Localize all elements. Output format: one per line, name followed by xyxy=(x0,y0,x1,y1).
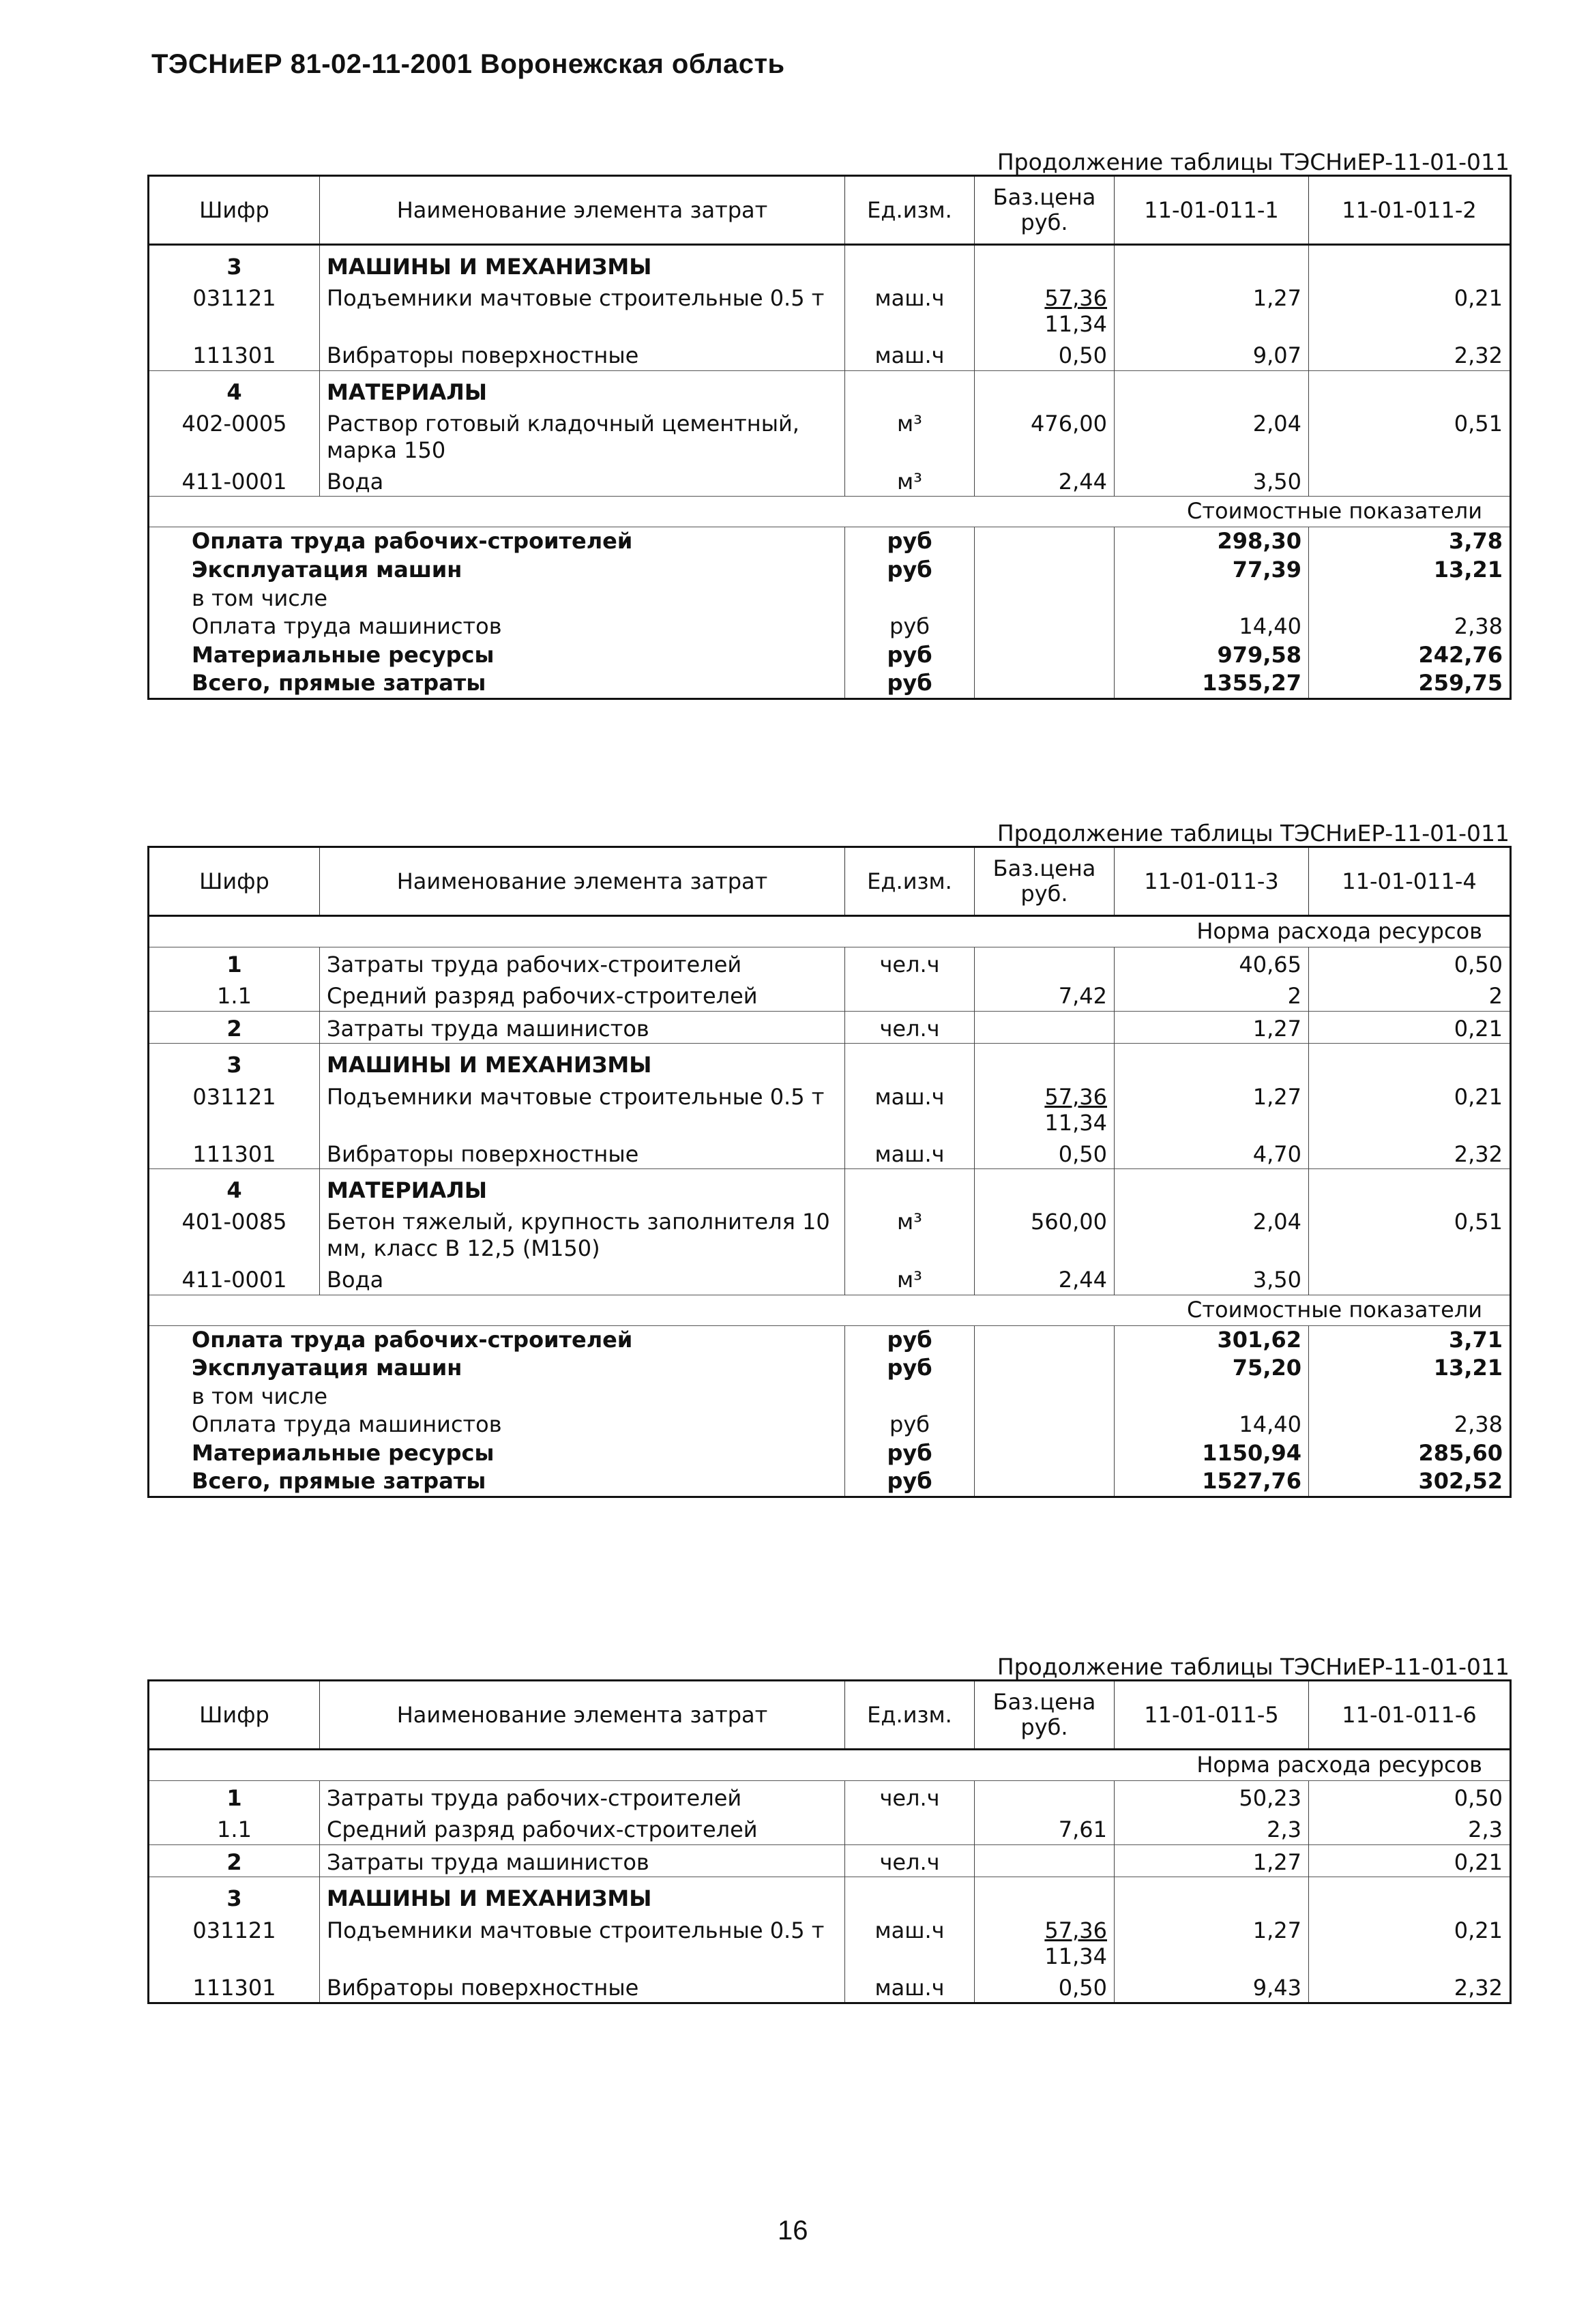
cell-norm-1: 50,23 xyxy=(1115,1781,1309,1813)
cell-name: Затраты труда машинистов xyxy=(320,1844,845,1877)
cell-code: 3 xyxy=(149,1877,320,1913)
cell-name: МАШИНЫ И МЕХАНИЗМЫ xyxy=(320,1044,845,1080)
table-row xyxy=(149,245,1511,282)
cell-code: 4 xyxy=(149,1168,320,1205)
cost-label: Оплата труда рабочих-строителей xyxy=(149,527,845,556)
cell-norm-2: 0,21 xyxy=(1309,1844,1511,1877)
cell-unit: маш.ч xyxy=(845,1971,975,2003)
cost-value-1 xyxy=(1115,1383,1309,1411)
cost-label: Материальные ресурсы xyxy=(149,1439,845,1468)
norm-band: Норма расхода ресурсов xyxy=(149,916,1511,947)
cell-norm-2: 2 xyxy=(1488,983,1503,1010)
price-value: 57,36 xyxy=(1044,285,1107,312)
cost-value-2 xyxy=(1309,1383,1511,1411)
cost-empty xyxy=(975,1439,1115,1468)
col-header-name: Наименование элемента затрат xyxy=(320,847,845,916)
cell-price xyxy=(975,1011,1115,1043)
cost-band xyxy=(149,1295,1511,1325)
cell-price: 0,50 xyxy=(975,338,1115,370)
table-row xyxy=(149,1263,1511,1295)
cell-name: Вибраторы поверхностные xyxy=(320,1137,845,1169)
cell-norm-2 xyxy=(1309,1263,1511,1295)
cell-name: Вибраторы поверхностные xyxy=(320,1971,845,2003)
col-header-norm-2: 11-01-011-4 xyxy=(1309,847,1511,916)
cell-name: МАШИНЫ И МЕХАНИЗМЫ xyxy=(320,1877,845,1913)
page-header: ТЭСНиЕР 81-02-11-2001 Воронежская область xyxy=(151,49,785,79)
col-header-price: Баз.цена руб. xyxy=(975,1681,1115,1750)
cell-code: 401-0085 xyxy=(149,1205,320,1263)
cost-empty xyxy=(975,556,1115,585)
col-header-norm-2: 11-01-011-6 xyxy=(1309,1681,1511,1750)
cell-code: 031121 xyxy=(149,1080,320,1137)
cell-norm-2: 0,50 xyxy=(1454,1785,1503,1811)
cost-unit xyxy=(845,1383,975,1411)
table-row xyxy=(149,1877,1511,1913)
cost-value-2: 3,71 xyxy=(1449,1326,1503,1353)
cost-row xyxy=(149,1439,1511,1468)
cell-price: 7,61 xyxy=(975,1812,1115,1844)
cell-price xyxy=(975,1781,1115,1813)
cell-norm-2: 2,32 xyxy=(1454,1141,1503,1167)
page-number: 16 xyxy=(778,2216,808,2246)
cell-unit: чел.ч xyxy=(845,1011,975,1043)
cost-value-1: 298,30 xyxy=(1115,527,1309,556)
price-value-2: 11,34 xyxy=(1044,1109,1107,1136)
table3 xyxy=(147,1679,1512,2004)
cell-norm-1: 40,65 xyxy=(1115,947,1309,980)
cell-norm-2: 2,3 xyxy=(1468,1816,1503,1843)
cell-norm-1: 1,27 xyxy=(1115,1913,1309,1971)
cell-norm-1: 3,50 xyxy=(1115,465,1309,497)
price-value-2: 11,34 xyxy=(1044,311,1107,338)
cell-code: 3 xyxy=(149,1044,320,1080)
cell-price: 0,50 xyxy=(975,1971,1115,2003)
table-row xyxy=(149,407,1511,465)
cost-label: Оплата труда рабочих-строителей xyxy=(149,1325,845,1354)
cell-code: 411-0001 xyxy=(149,1263,320,1295)
cell-unit xyxy=(845,370,975,407)
cost-empty xyxy=(975,1383,1115,1411)
col-header-code: Шифр xyxy=(149,1681,320,1750)
table-row xyxy=(149,1812,1511,1844)
table2 xyxy=(147,846,1512,1498)
cell-norm-1: 1,27 xyxy=(1115,1011,1309,1043)
table2-caption: Продолжение таблицы ТЭСНиЕР-11-01-011 xyxy=(997,820,1510,847)
cell-unit xyxy=(845,245,975,282)
table-row xyxy=(149,1781,1511,1813)
col-header-code: Шифр xyxy=(149,176,320,245)
cell-unit: чел.ч xyxy=(845,1781,975,1813)
cell-name: МАТЕРИАЛЫ xyxy=(320,370,845,407)
cell-price: 0,50 xyxy=(975,1137,1115,1169)
cell-code: 1.1 xyxy=(149,979,320,1011)
cell-code: 1 xyxy=(149,947,320,980)
cell-price xyxy=(975,245,1115,282)
table-row xyxy=(149,1844,1511,1877)
cell-unit: маш.ч xyxy=(845,1913,975,1971)
cost-unit: руб xyxy=(845,556,975,585)
cell-norm-2: 2,32 xyxy=(1454,342,1503,369)
cell-name: Средний разряд рабочих-строителей xyxy=(320,1812,845,1844)
cost-unit: руб xyxy=(845,641,975,670)
cell-code: 111301 xyxy=(149,1971,320,2003)
cell-code: 411-0001 xyxy=(149,465,320,497)
cell-norm-1 xyxy=(1115,370,1309,407)
cost-empty xyxy=(975,1411,1115,1439)
col-header-norm-1: 11-01-011-1 xyxy=(1115,176,1309,245)
cell-norm-1: 4,70 xyxy=(1115,1137,1309,1169)
cell-unit: маш.ч xyxy=(845,338,975,370)
cost-unit: руб xyxy=(845,1467,975,1497)
cost-value-2: 2,38 xyxy=(1454,613,1503,640)
cost-empty xyxy=(975,585,1115,613)
cell-name: Затраты труда рабочих-строителей xyxy=(320,1781,845,1813)
cell-norm-2: 0,21 xyxy=(1309,1011,1511,1043)
cell-price xyxy=(975,1913,1115,1971)
cell-norm-2 xyxy=(1309,1044,1511,1080)
cell-code: 3 xyxy=(149,245,320,282)
norm-band: Норма расхода ресурсов xyxy=(149,1750,1511,1781)
cost-row xyxy=(149,641,1511,670)
cost-empty xyxy=(975,1325,1115,1354)
table1-header-row xyxy=(149,176,1511,245)
cell-code: 2 xyxy=(149,1011,320,1043)
cell-norm-2: 0,21 xyxy=(1454,1917,1503,1943)
table-row xyxy=(149,1168,1511,1205)
cost-value-2: 2,38 xyxy=(1454,1411,1503,1438)
cell-unit: маш.ч xyxy=(845,1137,975,1169)
cost-label: в том числе xyxy=(149,1383,845,1411)
cost-empty xyxy=(975,527,1115,556)
cost-unit: руб xyxy=(845,1439,975,1468)
cell-norm-1: 2,3 xyxy=(1115,1812,1309,1844)
cell-norm-1: 1,27 xyxy=(1115,1844,1309,1877)
cost-value-2: 285,60 xyxy=(1418,1439,1503,1466)
cell-unit xyxy=(845,1044,975,1080)
cost-value-1: 14,40 xyxy=(1115,1411,1309,1439)
cost-label: Оплата труда машинистов xyxy=(149,1411,845,1439)
cell-norm-1: 3,50 xyxy=(1115,1263,1309,1295)
cost-unit xyxy=(845,585,975,613)
cost-label: Оплата труда машинистов xyxy=(149,613,845,641)
cost-row xyxy=(149,1325,1511,1354)
cell-norm-1 xyxy=(1115,1877,1309,1913)
col-header-unit: Ед.изм. xyxy=(845,176,975,245)
cost-unit: руб xyxy=(845,1354,975,1383)
table-row xyxy=(149,465,1511,497)
cell-unit: м³ xyxy=(845,1263,975,1295)
cost-label: Всего, прямые затраты xyxy=(149,669,845,698)
table3-header-row xyxy=(149,1681,1511,1750)
col-header-price: Баз.цена руб. xyxy=(975,176,1115,245)
cost-empty xyxy=(975,669,1115,698)
cost-value-1 xyxy=(1115,585,1309,613)
cost-value-1: 75,20 xyxy=(1115,1354,1309,1383)
cell-norm-1: 1,27 xyxy=(1115,1080,1309,1137)
cell-name: Вода xyxy=(320,1263,845,1295)
cost-empty xyxy=(975,641,1115,670)
table-row xyxy=(149,1971,1511,2003)
cost-value-1: 1527,76 xyxy=(1115,1467,1309,1497)
cell-price: 2,44 xyxy=(975,1263,1115,1295)
cell-unit: м³ xyxy=(845,407,975,465)
cost-label: Эксплуатация машин xyxy=(149,1354,845,1383)
cell-norm-1: 1,27 xyxy=(1115,281,1309,338)
cell-price xyxy=(975,281,1115,338)
table-row xyxy=(149,1137,1511,1169)
cost-unit: руб xyxy=(845,669,975,698)
cell-price: 2,44 xyxy=(975,465,1115,497)
table-row xyxy=(149,1011,1511,1043)
cost-value-2: 3,78 xyxy=(1449,528,1503,555)
cell-norm-1: 9,43 xyxy=(1115,1971,1309,2003)
cell-unit xyxy=(845,979,975,1011)
cell-price xyxy=(975,1844,1115,1877)
cost-label: Эксплуатация машин xyxy=(149,556,845,585)
table-row xyxy=(149,947,1511,980)
table-row xyxy=(149,979,1511,1011)
cell-name: Затраты труда рабочих-строителей xyxy=(320,947,845,980)
cell-code: 1 xyxy=(149,1781,320,1813)
cell-code: 4 xyxy=(149,370,320,407)
cost-value-2 xyxy=(1309,585,1511,613)
cell-price xyxy=(975,1877,1115,1913)
cell-norm-2: 0,21 xyxy=(1454,285,1503,312)
cell-unit xyxy=(845,1877,975,1913)
cell-name: Средний разряд рабочих-строителей xyxy=(320,979,845,1011)
cell-price xyxy=(975,1168,1115,1205)
cost-row xyxy=(149,1383,1511,1411)
cell-code: 2 xyxy=(149,1844,320,1877)
cell-norm-2 xyxy=(1309,1168,1511,1205)
cost-row xyxy=(149,556,1511,585)
cell-name: МАТЕРИАЛЫ xyxy=(320,1168,845,1205)
col-header-norm-1: 11-01-011-5 xyxy=(1115,1681,1309,1750)
cell-name: Подъемники мачтовые строительные 0.5 т xyxy=(320,1080,845,1137)
cell-norm-2 xyxy=(1309,1877,1511,1913)
cell-unit: маш.ч xyxy=(845,1080,975,1137)
table1-caption: Продолжение таблицы ТЭСНиЕР-11-01-011 xyxy=(997,149,1510,175)
cost-row xyxy=(149,1411,1511,1439)
cost-unit: руб xyxy=(845,527,975,556)
cell-unit xyxy=(845,1168,975,1205)
cell-norm-1: 2,04 xyxy=(1115,407,1309,465)
cell-norm-2 xyxy=(1309,245,1511,282)
cell-norm-1 xyxy=(1115,1168,1309,1205)
price-value: 57,36 xyxy=(1044,1917,1107,1943)
col-header-name: Наименование элемента затрат xyxy=(320,176,845,245)
cost-value-2: 302,52 xyxy=(1418,1468,1503,1495)
cell-norm-1: 2,04 xyxy=(1115,1205,1309,1263)
cell-name: Подъемники мачтовые строительные 0.5 т xyxy=(320,281,845,338)
cost-value-1: 14,40 xyxy=(1115,613,1309,641)
cost-value-2: 13,21 xyxy=(1433,1355,1503,1381)
cell-norm-2: 0,51 xyxy=(1454,1209,1503,1235)
table-row xyxy=(149,1080,1511,1137)
cell-name: МАШИНЫ И МЕХАНИЗМЫ xyxy=(320,245,845,282)
col-header-code: Шифр xyxy=(149,847,320,916)
cell-unit: чел.ч xyxy=(845,1844,975,1877)
cell-code: 111301 xyxy=(149,338,320,370)
cell-norm-2: 0,21 xyxy=(1454,1083,1503,1110)
cell-price xyxy=(975,370,1115,407)
cost-value-2: 13,21 xyxy=(1433,556,1503,583)
cost-caption: Стоимостные показатели xyxy=(149,497,1511,527)
cell-name: Раствор готовый кладочный цементный, марка 150 xyxy=(320,407,845,465)
cost-unit: руб xyxy=(845,613,975,641)
cost-empty xyxy=(975,1354,1115,1383)
cost-unit: руб xyxy=(845,1411,975,1439)
col-header-price: Баз.цена руб. xyxy=(975,847,1115,916)
cell-unit: чел.ч xyxy=(845,947,975,980)
cost-unit: руб xyxy=(845,1325,975,1354)
cost-row xyxy=(149,527,1511,556)
cost-value-1: 301,62 xyxy=(1115,1325,1309,1354)
cell-price xyxy=(975,1080,1115,1137)
cell-price xyxy=(975,947,1115,980)
cost-label: Материальные ресурсы xyxy=(149,641,845,670)
cost-label: в том числе xyxy=(149,585,845,613)
cell-code: 031121 xyxy=(149,1913,320,1971)
table1 xyxy=(147,175,1512,700)
cell-code: 1.1 xyxy=(149,1812,320,1844)
table-row xyxy=(149,1913,1511,1971)
cell-norm-1: 9,07 xyxy=(1115,338,1309,370)
table-row xyxy=(149,338,1511,370)
col-header-unit: Ед.изм. xyxy=(845,847,975,916)
table-row xyxy=(149,1044,1511,1080)
table-row xyxy=(149,281,1511,338)
cell-norm-2: 2,32 xyxy=(1454,1974,1503,2001)
cell-name: Затраты труда машинистов xyxy=(320,1011,845,1043)
cost-row xyxy=(149,585,1511,613)
cost-band xyxy=(149,497,1511,527)
price-value: 57,36 xyxy=(1044,1083,1107,1110)
cost-label: Всего, прямые затраты xyxy=(149,1467,845,1497)
cell-norm-2 xyxy=(1309,370,1511,407)
cost-value-1: 979,58 xyxy=(1115,641,1309,670)
table-row xyxy=(149,1205,1511,1263)
cell-name: Бетон тяжелый, крупность заполнителя 10 мм, класс В 12,5 (М150) xyxy=(320,1205,845,1263)
table2-header-row xyxy=(149,847,1511,916)
table-row xyxy=(149,370,1511,407)
cost-value-1: 77,39 xyxy=(1115,556,1309,585)
col-header-unit: Ед.изм. xyxy=(845,1681,975,1750)
cell-norm-2: 0,50 xyxy=(1454,952,1503,977)
cost-value-2: 242,76 xyxy=(1418,641,1503,668)
price-value-2: 11,34 xyxy=(1044,1943,1107,1969)
col-header-name: Наименование элемента затрат xyxy=(320,1681,845,1750)
cost-empty xyxy=(975,1467,1115,1497)
cell-code: 111301 xyxy=(149,1137,320,1169)
cost-value-1: 1355,27 xyxy=(1115,669,1309,698)
cell-price: 560,00 xyxy=(975,1205,1115,1263)
cell-name: Подъемники мачтовые строительные 0.5 т xyxy=(320,1913,845,1971)
cell-norm-2 xyxy=(1309,465,1511,497)
cell-code: 031121 xyxy=(149,281,320,338)
cell-price: 7,42 xyxy=(975,979,1115,1011)
cell-code: 402-0005 xyxy=(149,407,320,465)
cell-norm-1: 2 xyxy=(1115,979,1309,1011)
cell-unit: м³ xyxy=(845,1205,975,1263)
cost-row xyxy=(149,1354,1511,1383)
cost-row xyxy=(149,613,1511,641)
cost-value-1: 1150,94 xyxy=(1115,1439,1309,1468)
cell-unit xyxy=(845,1812,975,1844)
cell-norm-1 xyxy=(1115,245,1309,282)
cell-price xyxy=(975,1044,1115,1080)
cell-name: Вибраторы поверхностные xyxy=(320,338,845,370)
cell-unit: маш.ч xyxy=(845,281,975,338)
cell-name: Вода xyxy=(320,465,845,497)
cost-empty xyxy=(975,613,1115,641)
cost-value-2: 259,75 xyxy=(1418,670,1503,696)
cell-price: 476,00 xyxy=(975,407,1115,465)
cell-norm-1 xyxy=(1115,1044,1309,1080)
col-header-norm-2: 11-01-011-2 xyxy=(1309,176,1511,245)
cell-unit: м³ xyxy=(845,465,975,497)
cost-caption: Стоимостные показатели xyxy=(149,1295,1511,1325)
cost-row xyxy=(149,669,1511,698)
table3-caption: Продолжение таблицы ТЭСНиЕР-11-01-011 xyxy=(997,1653,1510,1680)
cost-row xyxy=(149,1467,1511,1497)
cell-norm-2: 0,51 xyxy=(1454,411,1503,437)
col-header-norm-1: 11-01-011-3 xyxy=(1115,847,1309,916)
